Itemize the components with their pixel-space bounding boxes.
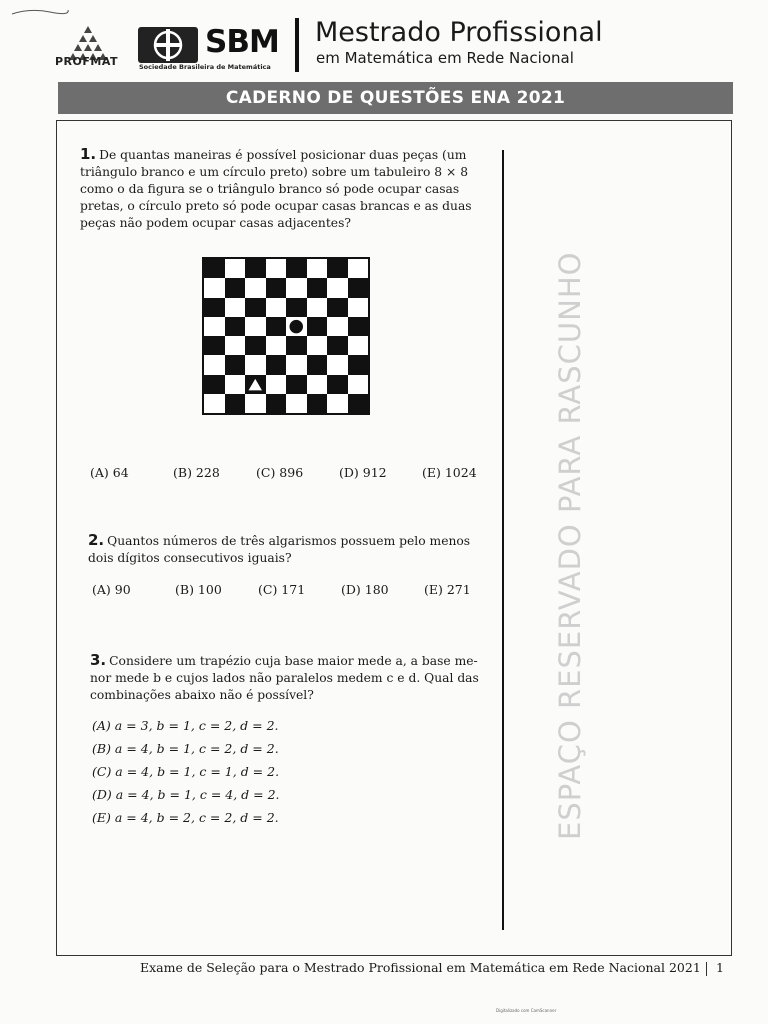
- board-square: [245, 375, 266, 394]
- board-square: [245, 298, 266, 317]
- board-square: [327, 355, 348, 374]
- board-square: [286, 355, 307, 374]
- option: (A) 90: [92, 582, 131, 597]
- black-circle-icon: [286, 317, 307, 336]
- board-square: [204, 317, 225, 336]
- board-square: [245, 278, 266, 297]
- question-line: peças não podem ocupar casas adjacentes?: [80, 216, 351, 230]
- question-line: 1. De quantas maneiras é possível posicionar duas peças (um: [80, 145, 467, 163]
- question-number: 3.: [90, 651, 107, 669]
- board-square: [204, 259, 225, 278]
- option: (B) 100: [175, 582, 222, 597]
- board-square: [245, 317, 266, 336]
- board-square: [204, 355, 225, 374]
- header-divider: [295, 18, 299, 72]
- board-square: [286, 375, 307, 394]
- board-square: [286, 394, 307, 413]
- board-square: [225, 394, 246, 413]
- board-square: [327, 394, 348, 413]
- board-square: [348, 355, 369, 374]
- board-square: [327, 375, 348, 394]
- board-square: [245, 259, 266, 278]
- page-number: 1: [716, 960, 724, 975]
- program-subtitle: em Matemática em Rede Nacional: [316, 49, 574, 67]
- board-square: [266, 394, 287, 413]
- board-square: [225, 259, 246, 278]
- board-square: [348, 317, 369, 336]
- board-square: [307, 394, 328, 413]
- question-line: dois dígitos consecutivos iguais?: [88, 551, 292, 565]
- board-square: [204, 336, 225, 355]
- option: (B) a = 4, b = 1, c = 2, d = 2.: [92, 741, 279, 756]
- board-square: [327, 259, 348, 278]
- board-square: [327, 298, 348, 317]
- option: (D) 180: [341, 582, 389, 597]
- board-square: [286, 336, 307, 355]
- board-square: [307, 375, 328, 394]
- chessboard: [202, 257, 370, 415]
- board-square: [225, 336, 246, 355]
- footer-separator: [706, 962, 707, 976]
- board-square: [245, 394, 266, 413]
- banner-title: CADERNO DE QUESTÕES ENA 2021: [225, 88, 566, 108]
- board-square: [266, 298, 287, 317]
- question-line: combinações abaixo não é possível?: [90, 688, 314, 702]
- option: (C) a = 4, b = 1, c = 1, d = 2.: [92, 764, 280, 779]
- question-3: [90, 652, 485, 704]
- program-title: Mestrado Profissional: [315, 17, 603, 48]
- question-2-options: [92, 582, 507, 597]
- booklet-banner: [58, 82, 733, 114]
- board-square: [225, 298, 246, 317]
- board-square: [307, 259, 328, 278]
- board-square: [266, 355, 287, 374]
- option: (D) a = 4, b = 1, c = 4, d = 2.: [92, 787, 280, 802]
- scratch-area-label: ESPAÇO RESERVADO PARA RASCUNHO: [553, 251, 587, 840]
- board-square: [307, 278, 328, 297]
- board-square: [307, 298, 328, 317]
- question-number: 2.: [88, 531, 105, 549]
- question-2: [88, 532, 483, 567]
- footer-text: Exame de Seleção para o Mestrado Profissional em Matemática em Rede Nacional 2021: [140, 960, 701, 975]
- board-square: [225, 355, 246, 374]
- board-square: [245, 336, 266, 355]
- option: (B) 228: [173, 465, 220, 480]
- question-1-options: [90, 465, 505, 480]
- profmat-label: PROFMAT: [55, 55, 119, 68]
- board-square: [348, 336, 369, 355]
- board-square: [286, 298, 307, 317]
- board-square: [266, 278, 287, 297]
- question-line: como o da figura se o triângulo branco só pode ocupar casas: [80, 182, 460, 196]
- board-square: [266, 317, 287, 336]
- board-square: [204, 375, 225, 394]
- option: (C) 896: [256, 465, 304, 480]
- question-line: triângulo branco e um círculo preto) sobre um tabuleiro 8 × 8: [80, 165, 469, 179]
- option: (A) a = 3, b = 1, c = 2, d = 2.: [92, 718, 279, 733]
- board-square: [327, 336, 348, 355]
- board-square: [348, 375, 369, 394]
- board-square: [266, 259, 287, 278]
- board-square: [348, 259, 369, 278]
- board-square: [225, 375, 246, 394]
- board-square: [286, 259, 307, 278]
- board-square: [266, 336, 287, 355]
- question-line: nor mede b e cujos lados não paralelos medem c e d. Qual das: [90, 671, 479, 685]
- sbm-label: SBM: [205, 24, 279, 60]
- option: (A) 64: [90, 465, 129, 480]
- board-square: [307, 355, 328, 374]
- white-triangle-icon: [245, 375, 266, 394]
- option: (D) 912: [339, 465, 387, 480]
- option: (E) 271: [424, 582, 471, 597]
- board-square: [348, 298, 369, 317]
- board-square: [286, 317, 307, 336]
- question-1: [80, 146, 475, 232]
- board-square: [307, 336, 328, 355]
- board-square: [225, 278, 246, 297]
- option: (E) 1024: [422, 465, 477, 480]
- board-square: [307, 317, 328, 336]
- board-square: [266, 375, 287, 394]
- question-number: 1.: [80, 145, 97, 163]
- board-square: [204, 394, 225, 413]
- scanner-note: Digitalizado com CamScanner: [496, 1008, 557, 1013]
- board-square: [245, 355, 266, 374]
- option: (C) 171: [258, 582, 306, 597]
- board-square: [225, 317, 246, 336]
- column-divider: [502, 150, 504, 930]
- question-line: 2. Quantos números de três algarismos possuem pelo menos: [88, 531, 471, 549]
- board-square: [286, 278, 307, 297]
- board-square: [348, 278, 369, 297]
- board-square: [327, 278, 348, 297]
- option: (E) a = 4, b = 2, c = 2, d = 2.: [92, 810, 279, 825]
- board-square: [348, 394, 369, 413]
- question-line: pretas, o círculo preto só pode ocupar casas brancas e as duas: [80, 199, 472, 213]
- board-square: [204, 278, 225, 297]
- board-square: [204, 298, 225, 317]
- board-square: [327, 317, 348, 336]
- question-line: 3. Considere um trapézio cuja base maior mede a, a base me-: [90, 651, 478, 669]
- sbm-subtitle: Sociedade Brasileira de Matemática: [139, 63, 271, 71]
- sbm-logo-icon: [137, 26, 199, 64]
